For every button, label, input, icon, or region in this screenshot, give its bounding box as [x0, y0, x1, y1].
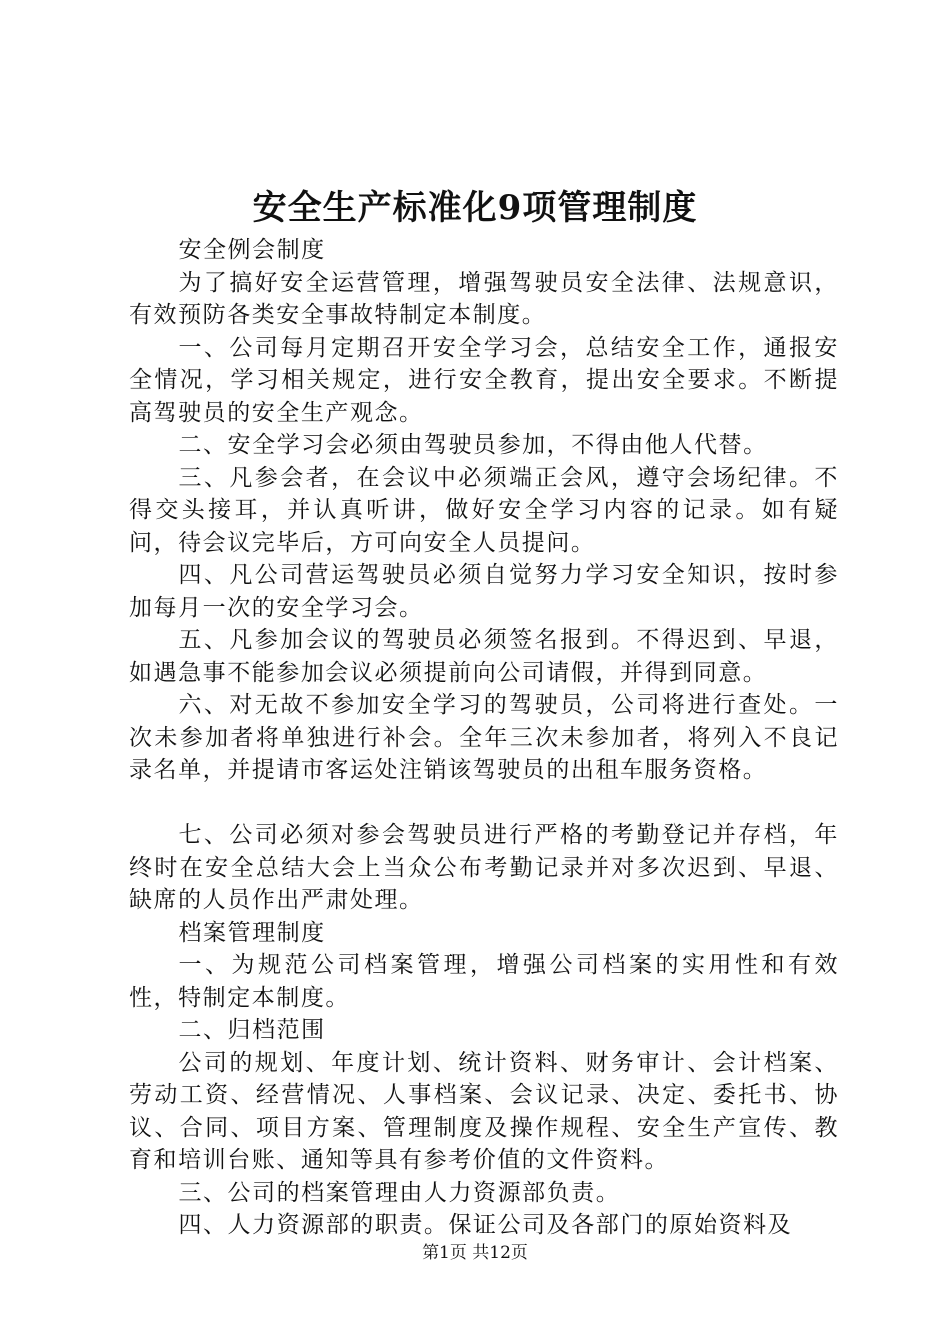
section-heading-archive-management: 档案管理制度: [178, 919, 326, 946]
paragraph-archive-scope: 公司的规划、年度计划、统计资料、财务审计、会计档案、劳动工资、经营情况、人事档案、会议记录、决定、委托书、协议、合同、项目方案、管理制度及操作规程、安全生产宣传、教育和培训台账、通知等具有参考价值的文件资料。: [129, 1049, 839, 1173]
paragraph-archive-4: 四、人力资源部的职责。保证公司及各部门的原始资料及: [178, 1212, 793, 1238]
document-body: [129, 234, 839, 1242]
paragraph-item-6: 六、对无故不参加安全学习的驾驶员，公司将进行查处。一次未参加者将单独进行补会。全年三次未参加者，将列入不良记录名单，并提请市客运处注销该驾驶员的出租车服务资格。: [129, 692, 839, 783]
paragraph-item-7: 七、公司必须对参会驾驶员进行严格的考勤登记并存档，年终时在安全总结大会上当众公布考勤记录并对多次迟到、早退、缺席的人员作出严肃处理。: [129, 822, 839, 913]
paragraph-archive-2-heading: 二、归档范围: [178, 1017, 326, 1043]
document-title: 安全生产标准化9项管理制度: [252, 188, 698, 228]
section-heading-safety-meeting: 安全例会制度: [178, 237, 326, 263]
paragraph-archive-3: 三、公司的档案管理由人力资源部负责。: [178, 1179, 621, 1206]
paragraph-item-1: 一、公司每月定期召开安全学习会，总结安全工作，通报安全情况，学习相关规定，进行安全教育，提出安全要求。不断提高驾驶员的安全生产观念。: [129, 334, 839, 426]
paragraph-archive-1: 一、为规范公司档案管理，增强公司档案的实用性和有效性，特制定本制度。: [129, 952, 839, 1011]
paragraph-item-4: 四、凡公司营运驾驶员必须自觉努力学习安全知识，按时参加每月一次的安全学习会。: [129, 562, 839, 621]
paragraph-intro: 为了搞好安全运营管理，增强驾驶员安全法律、法规意识，有效预防各类安全事故特制定本制度。: [129, 269, 839, 328]
paragraph-item-5: 五、凡参加会议的驾驶员必须签名报到。不得迟到、早退，如遇急事不能参加会议必须提前向公司请假，并得到同意。: [129, 627, 839, 686]
page-footer: 第1页 共12页: [422, 1243, 528, 1263]
blank-line: [129, 787, 839, 820]
paragraph-item-2: 二、安全学习会必须由驾驶员参加，不得由他人代替。: [178, 432, 768, 458]
paragraph-item-3: 三、凡参会者，在会议中必须端正会风，遵守会场纪律。不得交头接耳，并认真听讲，做好安全学习内容的记录。如有疑问，待会议完毕后，方可向安全人员提问。: [129, 464, 839, 556]
